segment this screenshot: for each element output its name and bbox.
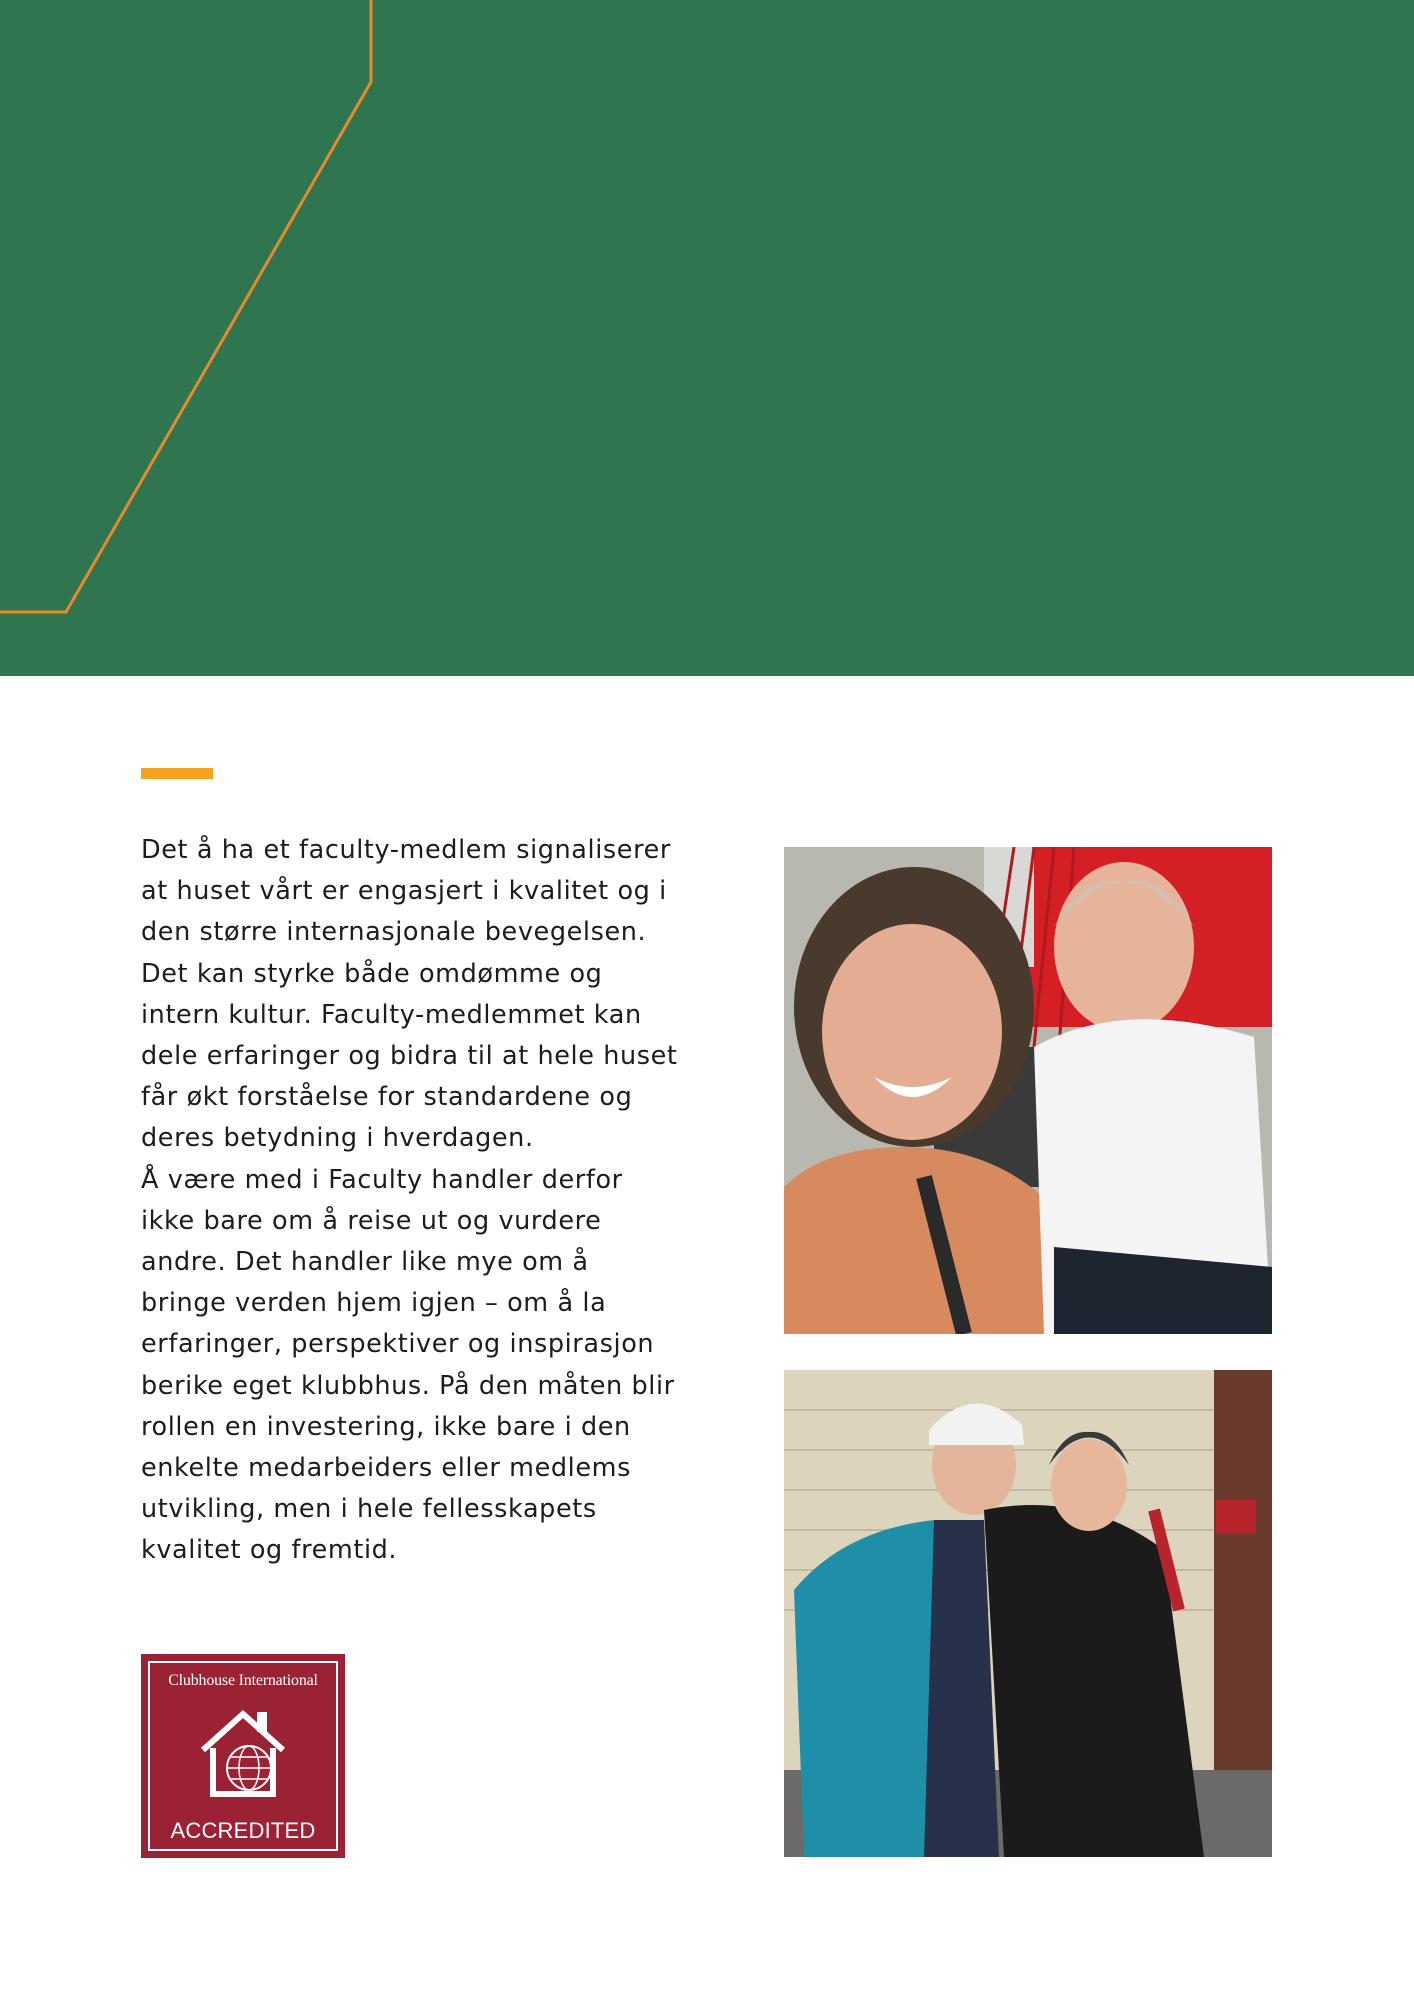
decorative-line <box>0 0 1414 676</box>
accent-bar <box>141 768 213 779</box>
photo-two-people <box>784 1370 1272 1857</box>
house-globe-icon <box>197 1706 289 1798</box>
paragraph-2: Å være med i Faculty handler derfor ikke bare om å reise ut og vurdere andre. Det handler like mye om å bringe verden hjem igjen – om å la erfaringer, perspektiver og inspirasjon berike eget klubbhus. På den måten blir rollen en investering, ikke bare i den enkelte medarbeiders eller medlems utvikling, men i hele fellesskapets kvalitet og fremtid. <box>141 1164 675 1566</box>
paragraph-1: Det å ha et faculty-medlem signaliserer at huset vårt er engasjert i kvalitet og i den større internasjonale bevegelsen. Det kan styrke både omdømme og intern kultur. Faculty-medlemmet kan dele erfaringer og bidra til at hele huset får økt forståelse for standardene og deres betydning i hverdagen. <box>141 835 678 1154</box>
body-text <box>141 830 681 1572</box>
header-banner <box>0 0 1414 676</box>
logo-bottom-text: ACCREDITED <box>170 1818 316 1843</box>
logo-top-text: Clubhouse International <box>168 1672 318 1689</box>
clubhouse-accredited-logo <box>141 1654 345 1858</box>
photo-selfie <box>784 847 1272 1334</box>
